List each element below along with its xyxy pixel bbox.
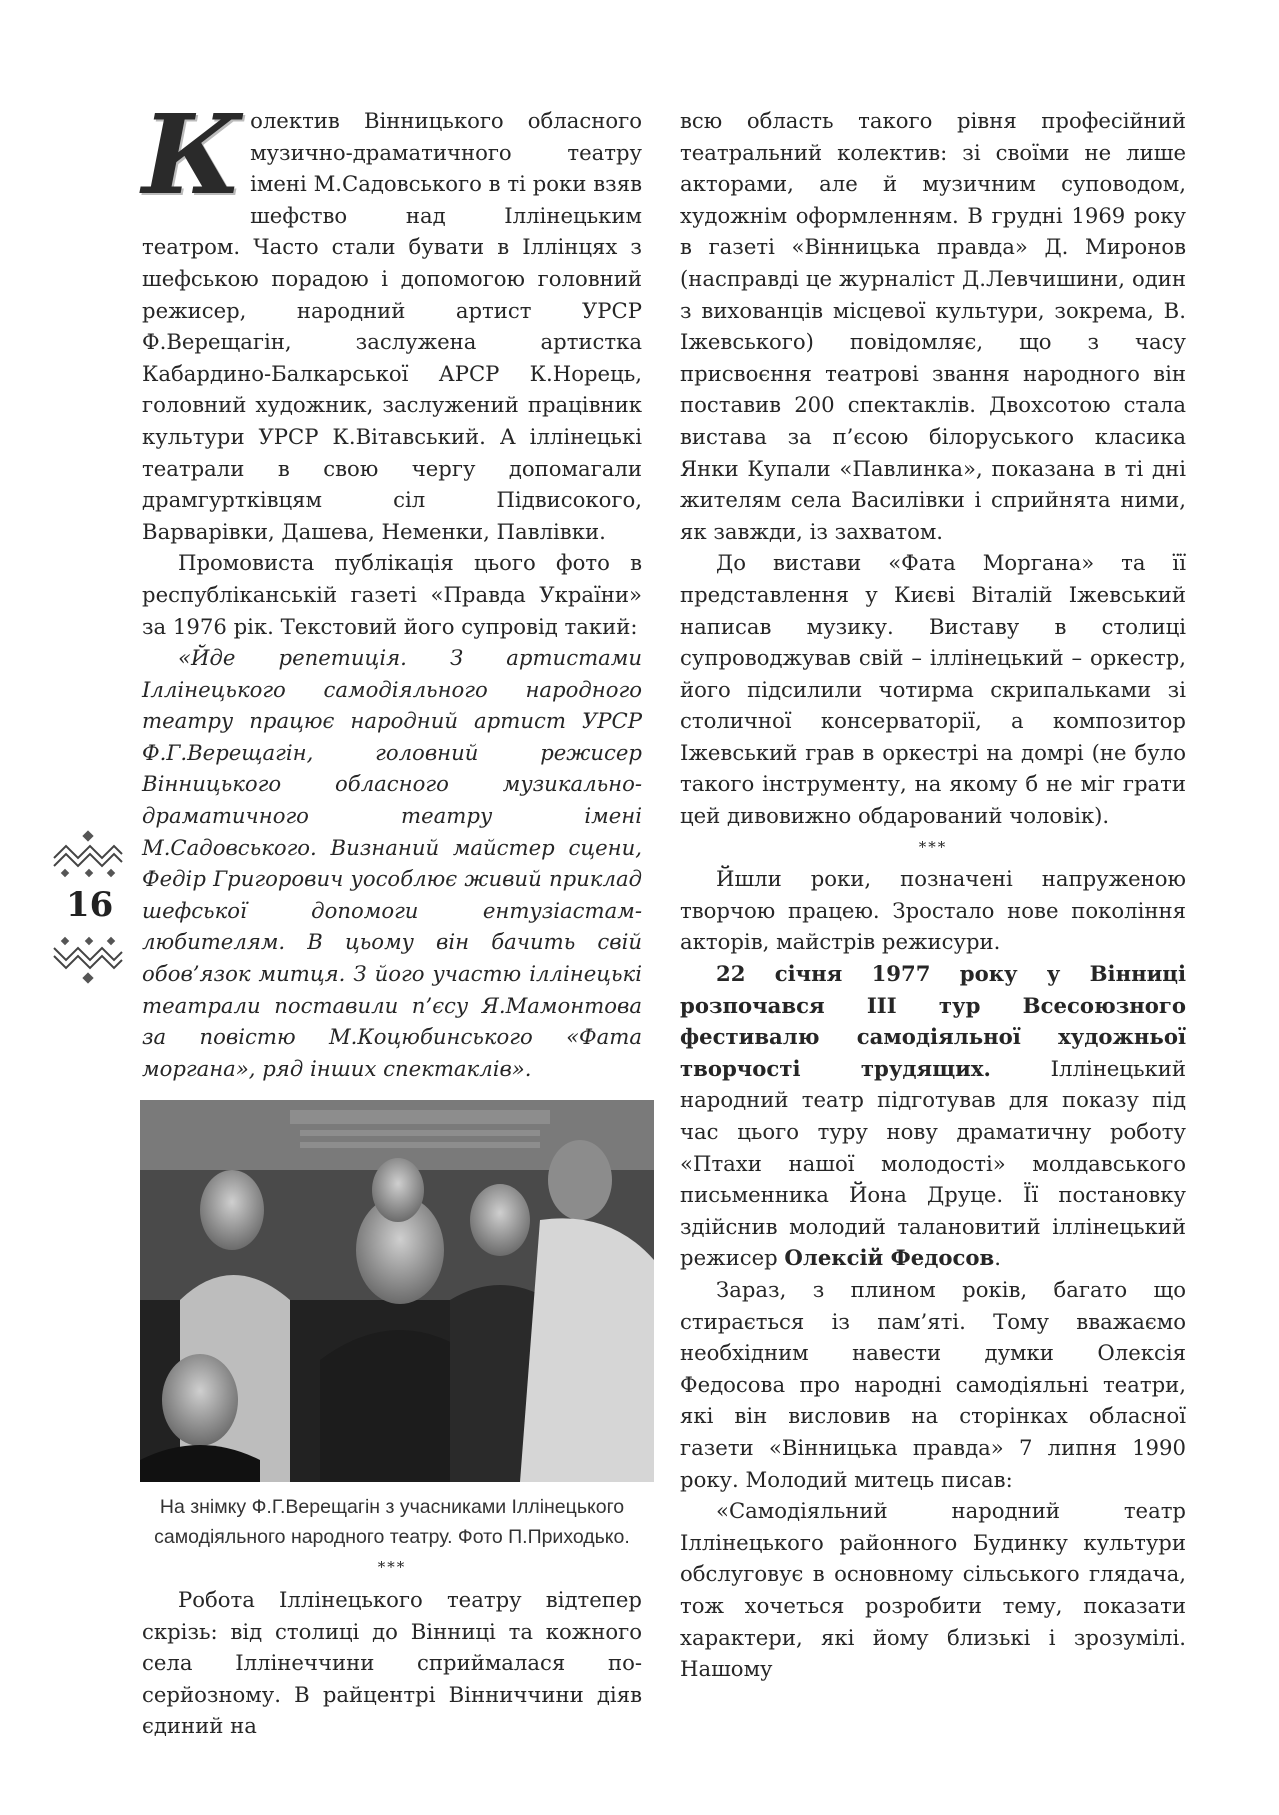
page-number: 16	[66, 885, 114, 925]
festival-paragraph: 22 січня 1977 року у Вінниці розпочався ІІІ тур Всесоюзного фестивалю самодіяльної художньої творчості трудящих. Іллінецький народний театр підготував для показу під час цього туру нову драматичну роботу «Птахи нашої молодості» молдавського письменника Йона Друце. Її постановку здійснив молодий талановитий іллінецький режисер Олексій Федосов.	[680, 961, 1186, 1271]
memory-paragraph: Зараз, з плином років, багато що стирається із пам’яті. Тому вважаємо необхідним навести думки Олексія Федосова про народні самодіяльні театри, які він висловив на сторінках обласної газети «Вінницька правда» 7 липня 1990 року. Молодий митець писав:	[680, 1276, 1186, 1492]
photo-caption: На знімку Ф.Г.Верещагін з учасниками Іллінецького самодіяльного народного театру. Фото П.Приходько.	[154, 1496, 630, 1549]
group-photo	[140, 1100, 654, 1482]
drop-cap: К	[142, 90, 243, 219]
fedosov-quote-paragraph: «Самодіяльний народний театр Іллінецького районного Будинку культури обслуговує в основному сільського глядача, тож хочеться розробити тему, показати характери, які йому близькі і зрозумілі. Нашому	[680, 1498, 1186, 1682]
right-column	[680, 105, 1186, 1685]
section-divider: ***	[377, 1558, 407, 1577]
publication-paragraph: Промовиста публікація цього фото в республіканській газеті «Правда України» за 1976 рік. Текстовий його супровід такий:	[142, 550, 642, 639]
photo-illustration	[140, 1100, 654, 1482]
left-column	[142, 90, 642, 1742]
continued-paragraph: всю область такого рівня професійний театральний колектив: зі своїми не лише акторами, але й музичним суповодом, художнім оформленням. В грудні 1969 року в газеті «Вінницька правда» Д. Миронов (насправді це журналіст Д.Левчишини, один з вихованців місцевої культури, зокрема, В. Іжевського) повідомляє, що з часу присвоєння театрові звання народного він поставив 200 спектаклів. Двохсотою стала вистава за п’єсою білоруського класика Янки Купали «Павлинка», показана в ті дні жителям села Василівки і сприйнята ними, як завжди, із захватом.	[680, 108, 1186, 544]
director-name: Олексій Федосов	[784, 1245, 995, 1271]
folk-ornament-bottom	[52, 934, 124, 986]
folk-ornament-top	[52, 828, 124, 880]
festival-headline: 22 січня 1977 року у Вінниці розпочався ІІІ тур Всесоюзного фестивалю самодіяльної художньої творчості трудящих.	[680, 961, 1186, 1081]
theatre-work-paragraph: Робота Іллінецького театру відтепер скрізь: від столиці до Вінниці та кожного села Іллінеччини сприймалася по-серйозному. В райцентрі Вінниччини діяв єдиний на	[142, 1587, 642, 1739]
section-divider-2: ***	[918, 837, 948, 856]
intro-paragraph: Колектив Вінницького обласного музично-драматичного театру імені М.Садовського в ті роки взяв шефство над Іллінецьким театром. Часто стали бувати в Іллінцях з шефською порадою і допомогою головний режисер, народний артист УРСР Ф.Верещагін, заслужена артистка Кабардино-Балкарської АРСР К.Норець, головний художник, заслужений працівник культури УРСР К.Вітавський. А іллінецькі театрали в свою чергу допомагали драмгуртківцям сіл Підвисокого, Варварівки, Дашева, Неменки, Павлівки.	[142, 90, 642, 544]
years-paragraph: Йшли роки, позначені напруженою творчою працею. Зростало нове покоління акторів, майстрів режисури.	[680, 866, 1186, 955]
quote-paragraph: «Йде репетиція. З артистами Іллінецького самодіяльного народного театру працює народний артист УРСР Ф.Г.Верещагін, головний режисер Вінницького обласного музикально-драматичного театру імені М.Садовського. Визнаний майстер сцени, Федір Григорович уособлює живий приклад шефської допомоги ентузіастам-любителям. В цьому він бачить свій обов’язок митця. З його участю іллінецькі театрали поставили п’єсу Я.Мамонтова за повістю М.Коцюбинського «Фата моргана», ряд інших спектаклів».	[142, 645, 642, 1081]
fata-morgana-paragraph: До вистави «Фата Моргана» та її представлення у Києві Віталій Іжевський написав музику. Виставу в столиці супроводжував свій – іллінецький – оркестр, його підсилили чотирма скрипальками зі столичної консерваторії, а композитор Іжевський грав в оркестрі на домрі (не було такого інструменту, на якому б не міг грати цей дивовижно обдарований чоловік).	[680, 550, 1186, 829]
